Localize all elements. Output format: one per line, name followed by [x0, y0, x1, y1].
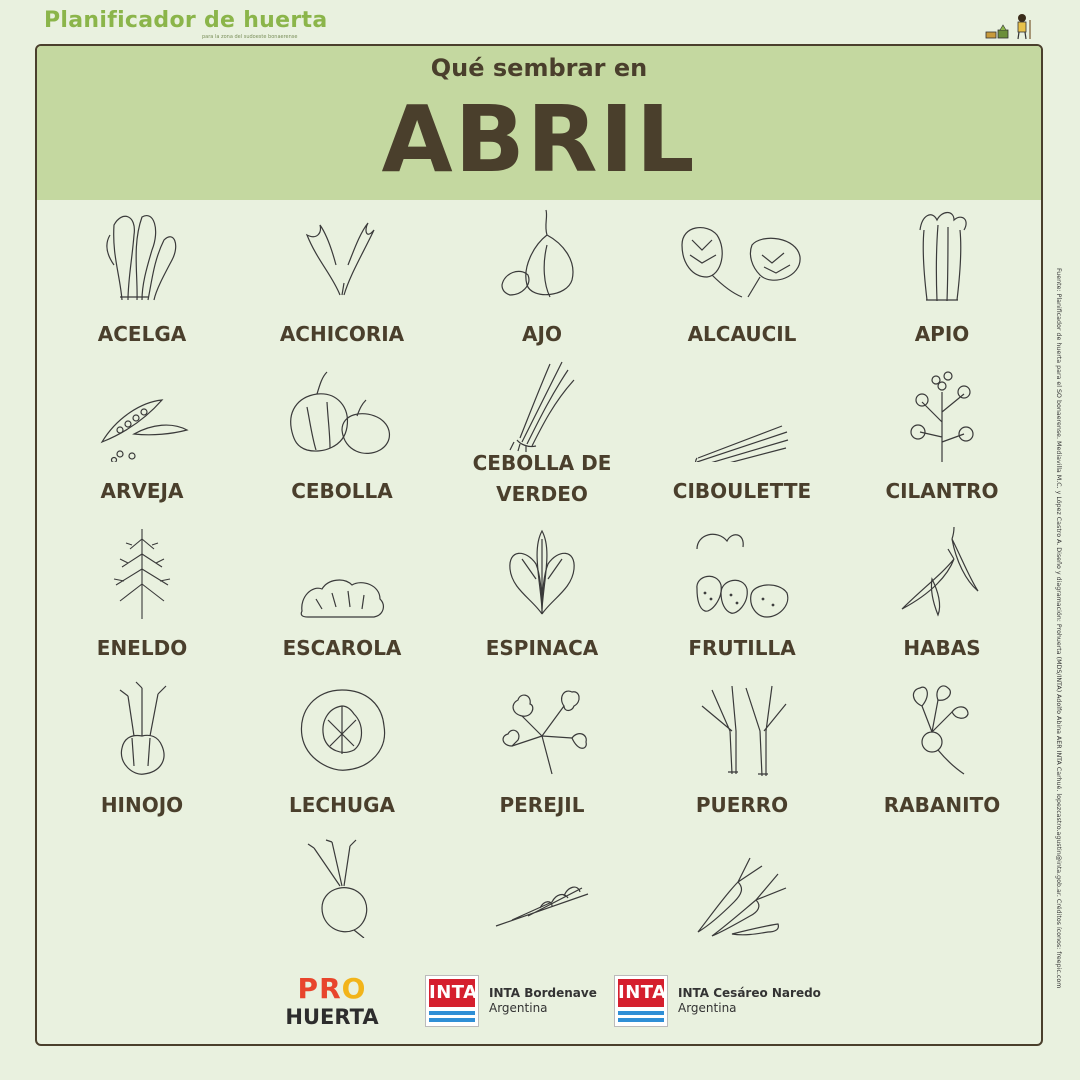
radish-illustration — [892, 676, 992, 776]
crop-item — [842, 519, 1042, 669]
crop-item — [242, 676, 442, 826]
inta-mark: INTA — [618, 979, 664, 1007]
rucola-illustration — [492, 870, 592, 940]
crop-item — [42, 362, 242, 512]
source-credits: Fuente: Planificador de huerta para el SO bonaerense. Mediavilla M.C. y López Castro A. Diseño y diagramación: Prohuerta (MDS/INTA) Adolfo Abina AER INTA Carhué. lopezcastro.agustin@inta.gob.ar. Créditos íconos: freepic.com — [1055, 268, 1062, 989]
escarole-illustration — [292, 519, 392, 619]
crop-label: CEBOLLA — [291, 479, 393, 503]
chives-illustration — [692, 362, 792, 462]
lettuce-illustration — [292, 676, 392, 776]
prohuerta-o-text: O — [341, 972, 367, 1005]
crop-item — [442, 205, 642, 355]
brand-tagline: para la zona del sudoeste bonaerense — [202, 34, 298, 40]
green-onion-illustration — [492, 352, 592, 452]
crop-item — [42, 676, 242, 826]
crop-item — [442, 519, 642, 669]
crop-item — [242, 519, 442, 669]
crop-label: HINOJO — [100, 793, 184, 817]
celery-illustration — [892, 205, 992, 305]
garden-tools-icon — [984, 12, 1034, 42]
spinach-illustration — [492, 519, 592, 619]
crop-item — [842, 676, 1042, 826]
beet-illustration — [292, 838, 392, 938]
dill-illustration — [92, 519, 192, 619]
inta-bordenave-name: INTA Bordenave — [489, 986, 597, 1000]
parsley-illustration — [492, 676, 592, 776]
crop-label: CILANTRO — [885, 479, 999, 503]
brand-name: Planificador de huerta — [44, 8, 328, 33]
crop-label: PEREJIL — [499, 793, 585, 817]
crop-label: APIO — [914, 322, 970, 346]
pea-illustration — [92, 362, 192, 462]
crop-label: PUERRO — [695, 793, 789, 817]
fennel-illustration — [92, 676, 192, 776]
broad-bean-illustration — [892, 519, 992, 619]
strawberry-illustration — [687, 519, 797, 619]
inta-naredo-country: Argentina — [678, 1001, 737, 1015]
crop-label: ALCAUCIL — [687, 322, 797, 346]
chicory-illustration — [292, 205, 392, 305]
crop-label: HABAS — [903, 636, 981, 660]
inta-bordenave-country: Argentina — [489, 1001, 548, 1015]
artichoke-illustration — [672, 205, 812, 305]
crop-label: ACHICORIA — [279, 322, 405, 346]
crop-item — [242, 362, 442, 512]
crop-label: CEBOLLA DE VERDEO — [472, 451, 612, 506]
header-band — [37, 46, 1041, 200]
inta-mark: INTA — [429, 979, 475, 1007]
crop-label: ENELDO — [96, 636, 188, 660]
crop-label: LECHUGA — [289, 793, 395, 817]
leek-illustration — [692, 676, 792, 776]
prohuerta-huerta-text: HUERTA — [285, 1005, 379, 1029]
onion-illustration — [282, 362, 402, 462]
crop-label: ESCAROLA — [282, 636, 402, 660]
crop-item — [42, 205, 242, 355]
crop-label: ACELGA — [97, 322, 187, 346]
crop-item — [442, 676, 642, 826]
crop-label: FRUTILLA — [688, 636, 796, 660]
crop-label: ARVEJA — [100, 479, 184, 503]
crop-label: AJO — [522, 322, 562, 346]
garlic-illustration — [492, 205, 592, 305]
crop-item — [642, 362, 842, 512]
crop-item — [842, 205, 1042, 355]
header-subtitle: Qué sembrar en — [430, 54, 648, 82]
crop-item — [842, 362, 1042, 512]
prohuerta-pro-text: PR — [297, 972, 342, 1005]
crop-label: CIBOULETTE — [672, 479, 812, 503]
crop-label: RABANITO — [883, 793, 1001, 817]
crop-item — [642, 676, 842, 826]
inta-logo — [614, 975, 668, 1027]
chard-illustration — [92, 205, 192, 305]
month-title: ABRIL — [381, 86, 697, 193]
crop-label: ESPINACA — [485, 636, 599, 660]
coriander-illustration — [892, 362, 992, 462]
crop-item — [242, 205, 442, 355]
carrot-illustration — [692, 844, 792, 939]
crop-item — [442, 352, 642, 512]
crop-item — [642, 519, 842, 669]
inta-naredo-name: INTA Cesáreo Naredo — [678, 986, 821, 1000]
crop-item — [42, 519, 242, 669]
crop-item — [642, 205, 842, 355]
inta-logo — [425, 975, 479, 1027]
prohuerta-logo — [280, 972, 384, 1029]
